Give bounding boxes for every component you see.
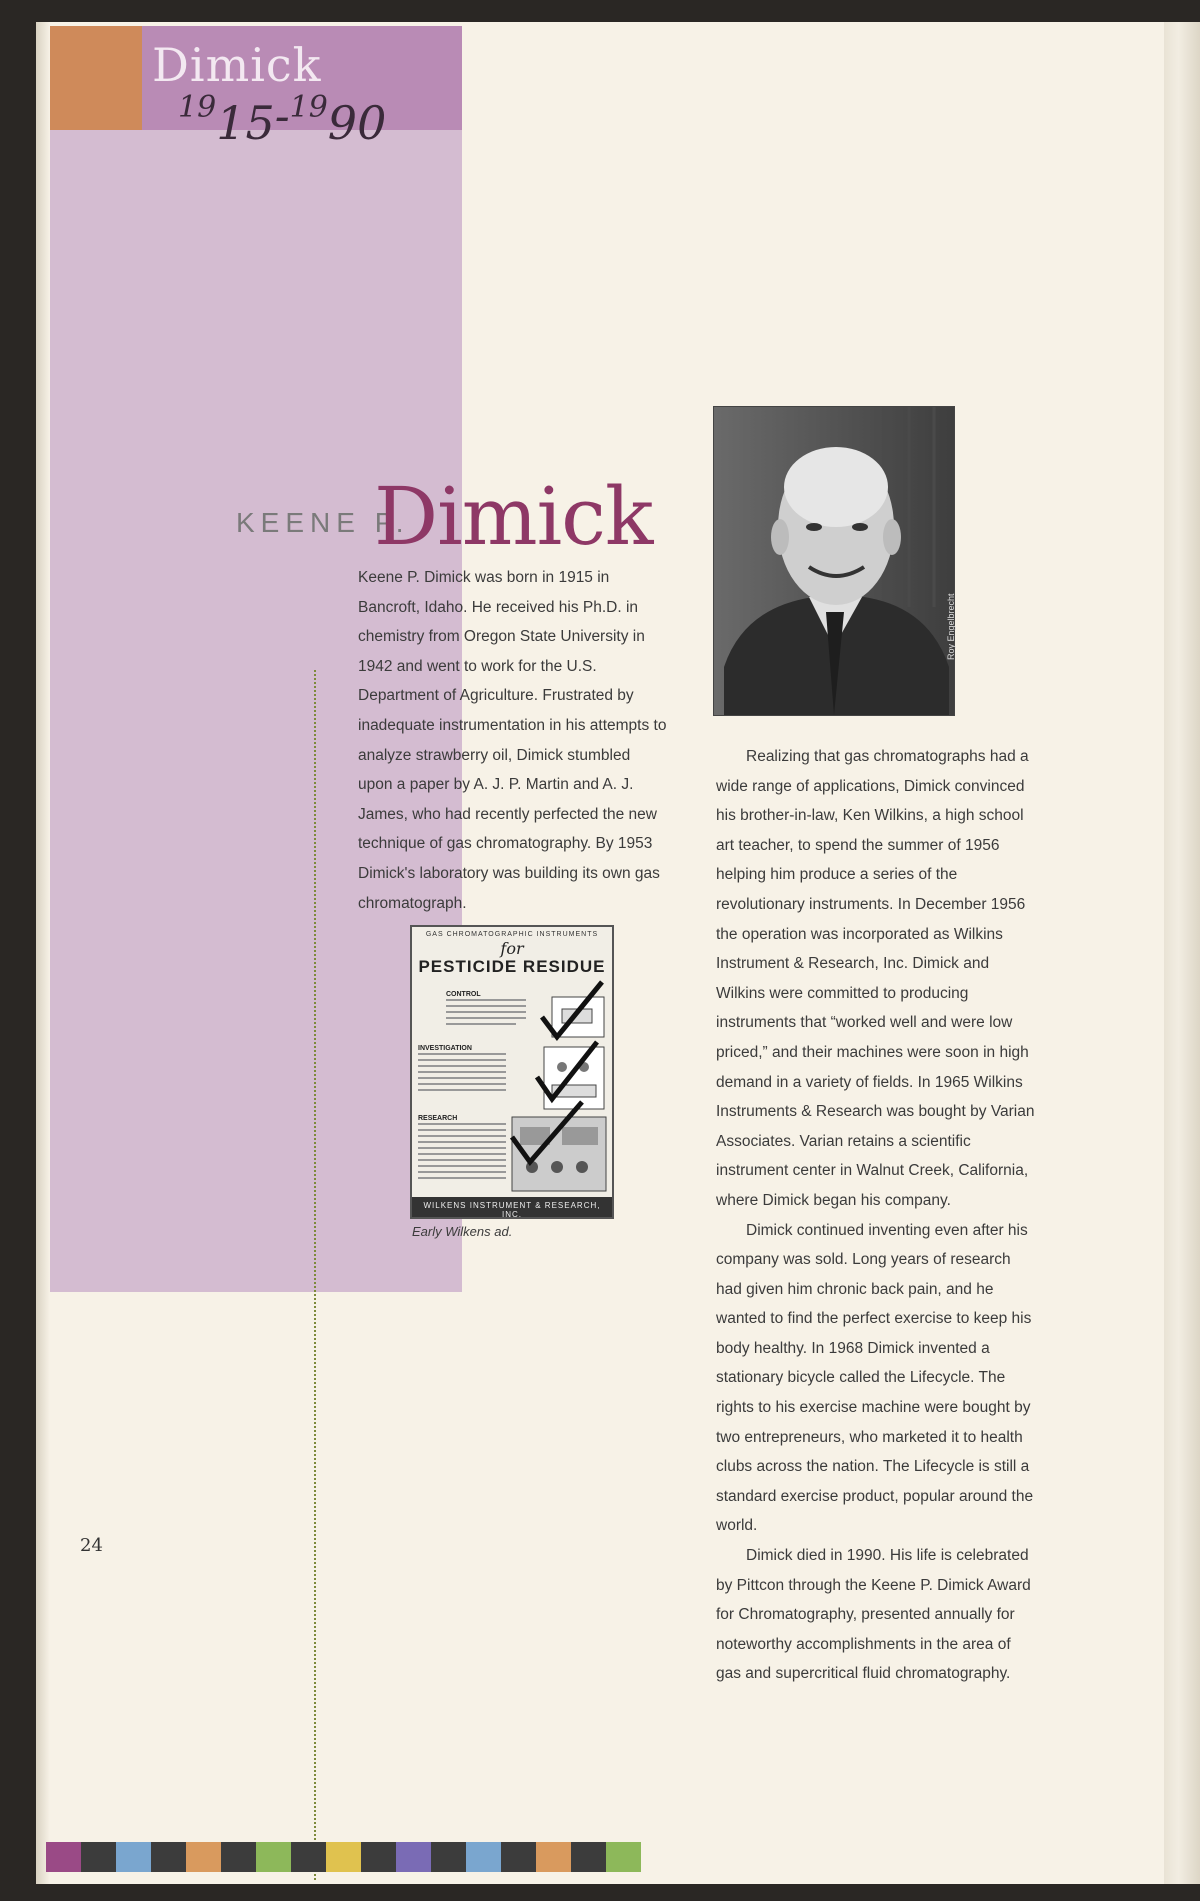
intro-paragraph: Keene P. Dimick was born in 1915 in Bancroft, Idaho. He received his Ph.D. in chemistry from Oregon State University in 1942 and went to work for the U.S. Department of Agriculture. Frustrated by inadequate instrumentation in his attempts to analyze strawberry oil, Dimick stumbled upon a paper by A. J. P. Martin and A. J. James, who had recently perfected the new technique of gas chromatography. By 1953 Dimick's laboratory was building its own gas chromatograph. [358, 569, 667, 912]
color-swatch [431, 1842, 466, 1872]
color-swatch [396, 1842, 431, 1872]
paragraph: Dimick died in 1990. His life is celebrated by Pittcon through the Keene P. Dimick Award for Chromatography, presented annually for noteworthy accomplishments in the area of gas and supercritical fluid chromatography. [716, 1547, 1031, 1683]
portrait-photo [713, 406, 955, 716]
color-swatch [571, 1842, 606, 1872]
color-swatch [606, 1842, 641, 1872]
color-swatch [46, 1842, 81, 1872]
color-swatch [221, 1842, 256, 1872]
ad-headline: PESTICIDE RESIDUE [418, 957, 606, 976]
main-text-column [716, 742, 1036, 1689]
orange-accent-block [50, 26, 142, 130]
vintage-advertisement [410, 925, 614, 1219]
title-first-name: KEENE P. [236, 507, 410, 538]
ad-section-control: CONTROL [446, 991, 481, 998]
ad-illustration [412, 927, 612, 1217]
color-swatch [81, 1842, 116, 1872]
color-swatch [536, 1842, 571, 1872]
page-spine-shadow [36, 22, 50, 1884]
photo-credit: Roy Engelbrecht [946, 593, 956, 660]
paragraph: Dimick continued inventing even after his company was sold. Long years of research had given him chronic back pain, and he wanted to find the perfect exercise to keep his body healthy. In 1968 Dimick invented a stationary bicycle called the Lifecycle. The rights to his exercise machine were bought by two entrepreneurs, who marketed it to health clubs across the nation. The Lifecycle is still a standard exercise product, popular around the world. [716, 1221, 1034, 1535]
color-swatch [116, 1842, 151, 1872]
color-swatch [256, 1842, 291, 1872]
page-number: 24 [80, 1535, 103, 1556]
portrait-illustration [714, 407, 954, 715]
color-swatch [151, 1842, 186, 1872]
color-swatch [291, 1842, 326, 1872]
dotted-divider [314, 670, 316, 1880]
ad-for: for [500, 939, 524, 958]
years-prefix-2: 19 [289, 90, 328, 125]
years-dash: - [274, 91, 290, 142]
color-swatch [326, 1842, 361, 1872]
color-swatch [466, 1842, 501, 1872]
next-page-edge [1164, 22, 1200, 1884]
color-swatch [186, 1842, 221, 1872]
title-last-name: Dimick [374, 470, 653, 563]
years-1: 15 [216, 96, 275, 150]
color-swatch [501, 1842, 536, 1872]
color-registration-bar [46, 1842, 641, 1872]
ad-section-research: RESEARCH [418, 1115, 458, 1122]
color-swatch [361, 1842, 396, 1872]
years-prefix-1: 19 [178, 90, 217, 125]
years-2: 90 [327, 96, 387, 150]
ad-footer: WILKENS INSTRUMENT & RESEARCH, INC. [423, 1201, 601, 1219]
ad-top-line: GAS CHROMATOGRAPHIC INSTRUMENTS [425, 931, 599, 938]
ad-caption: Early Wilkens ad. [412, 1224, 513, 1239]
paragraph: Realizing that gas chromatographs had a wide range of applications, Dimick convinced his brother-in-law, Ken Wilkins, a high school art teacher, to spend the summer of 1956 helping him produce a series of the revolutionary instruments. In December 1956 the operation was incorporated as Wilkins Instrument & Research, Inc. Dimick and Wilkins were committed to producing instruments that “worked well and were low priced,” and their machines were soon in high demand in a variety of fields. In 1965 Wilkins Instruments & Research was bought by Varian Associates. Varian retains a scientific instrument center in Walnut Creek, California, where Dimick began his company. [716, 748, 1035, 1209]
header-years [178, 88, 387, 150]
header-name: Dimick [152, 38, 322, 92]
ad-section-investigation: INVESTIGATION [418, 1045, 472, 1052]
